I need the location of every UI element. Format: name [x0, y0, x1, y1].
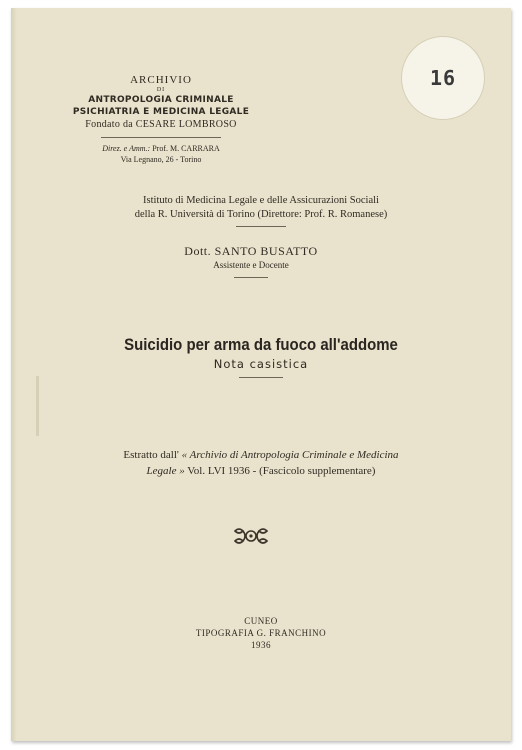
direction-address-line: Via Legnano, 26 - Torino [120, 155, 202, 164]
journal-founder: Fondato da CESARE LOMBROSO [85, 119, 237, 130]
institute-block [51, 194, 471, 227]
direction-person: Prof. M. CARRARA [152, 144, 220, 153]
page-subtitle: Nota casistica [213, 357, 309, 371]
extract-line-2 [71, 463, 451, 479]
author-name: Dott. SANTO BUSATTO [184, 244, 318, 258]
extract-note [71, 447, 451, 479]
printer-city: CUNEO [244, 616, 278, 626]
extract-journal-2: Legale » [146, 465, 185, 477]
printer-year: 1936 [251, 640, 271, 650]
ornament-icon [231, 525, 271, 547]
journal-archivio: ARCHIVIO [130, 74, 192, 86]
header-divider [101, 137, 221, 138]
printer-block [151, 615, 371, 651]
journal-header [61, 73, 261, 138]
journal-di: DI [156, 87, 166, 93]
extract-prefix: Estratto dall' [123, 449, 179, 461]
institute-divider [236, 226, 286, 227]
title-divider [239, 377, 283, 378]
author-role: Assistente e Docente [213, 260, 289, 270]
journal-line-2: PSICHIATRIA E MEDICINA LEGALE [72, 107, 250, 117]
journal-line-1: ANTROPOLOGIA CRIMINALE [88, 95, 234, 105]
institute-line-1: Istituto di Medicina Legale e delle Assicurazioni Sociali [143, 195, 379, 206]
direction-address [81, 143, 241, 165]
inventory-number: 16 [429, 66, 457, 90]
printer-name: TIPOGRAFIA G. FRANCHINO [195, 628, 327, 638]
author-divider [234, 277, 268, 278]
pamphlet-cover [11, 8, 511, 741]
page-title: Suicidio per arma da fuoco all'addome [124, 335, 398, 354]
extract-line-1 [71, 447, 451, 463]
author-block [151, 244, 351, 278]
inventory-number-sticker [401, 36, 485, 120]
institute-line-2: della R. Università di Torino (Direttore: Prof. R. Romanese) [134, 209, 388, 220]
direction-line-1 [81, 143, 241, 154]
extract-details: Vol. LVI 1936 - (Fascicolo supplementare) [187, 465, 376, 477]
title-block [51, 334, 471, 378]
paper-shadow [11, 8, 17, 741]
direction-label: Direz. e Amm.: [102, 144, 151, 153]
paper-smudge [36, 376, 39, 436]
extract-journal-1: « Archivio di Antropologia Criminale e Medicina [181, 449, 399, 461]
